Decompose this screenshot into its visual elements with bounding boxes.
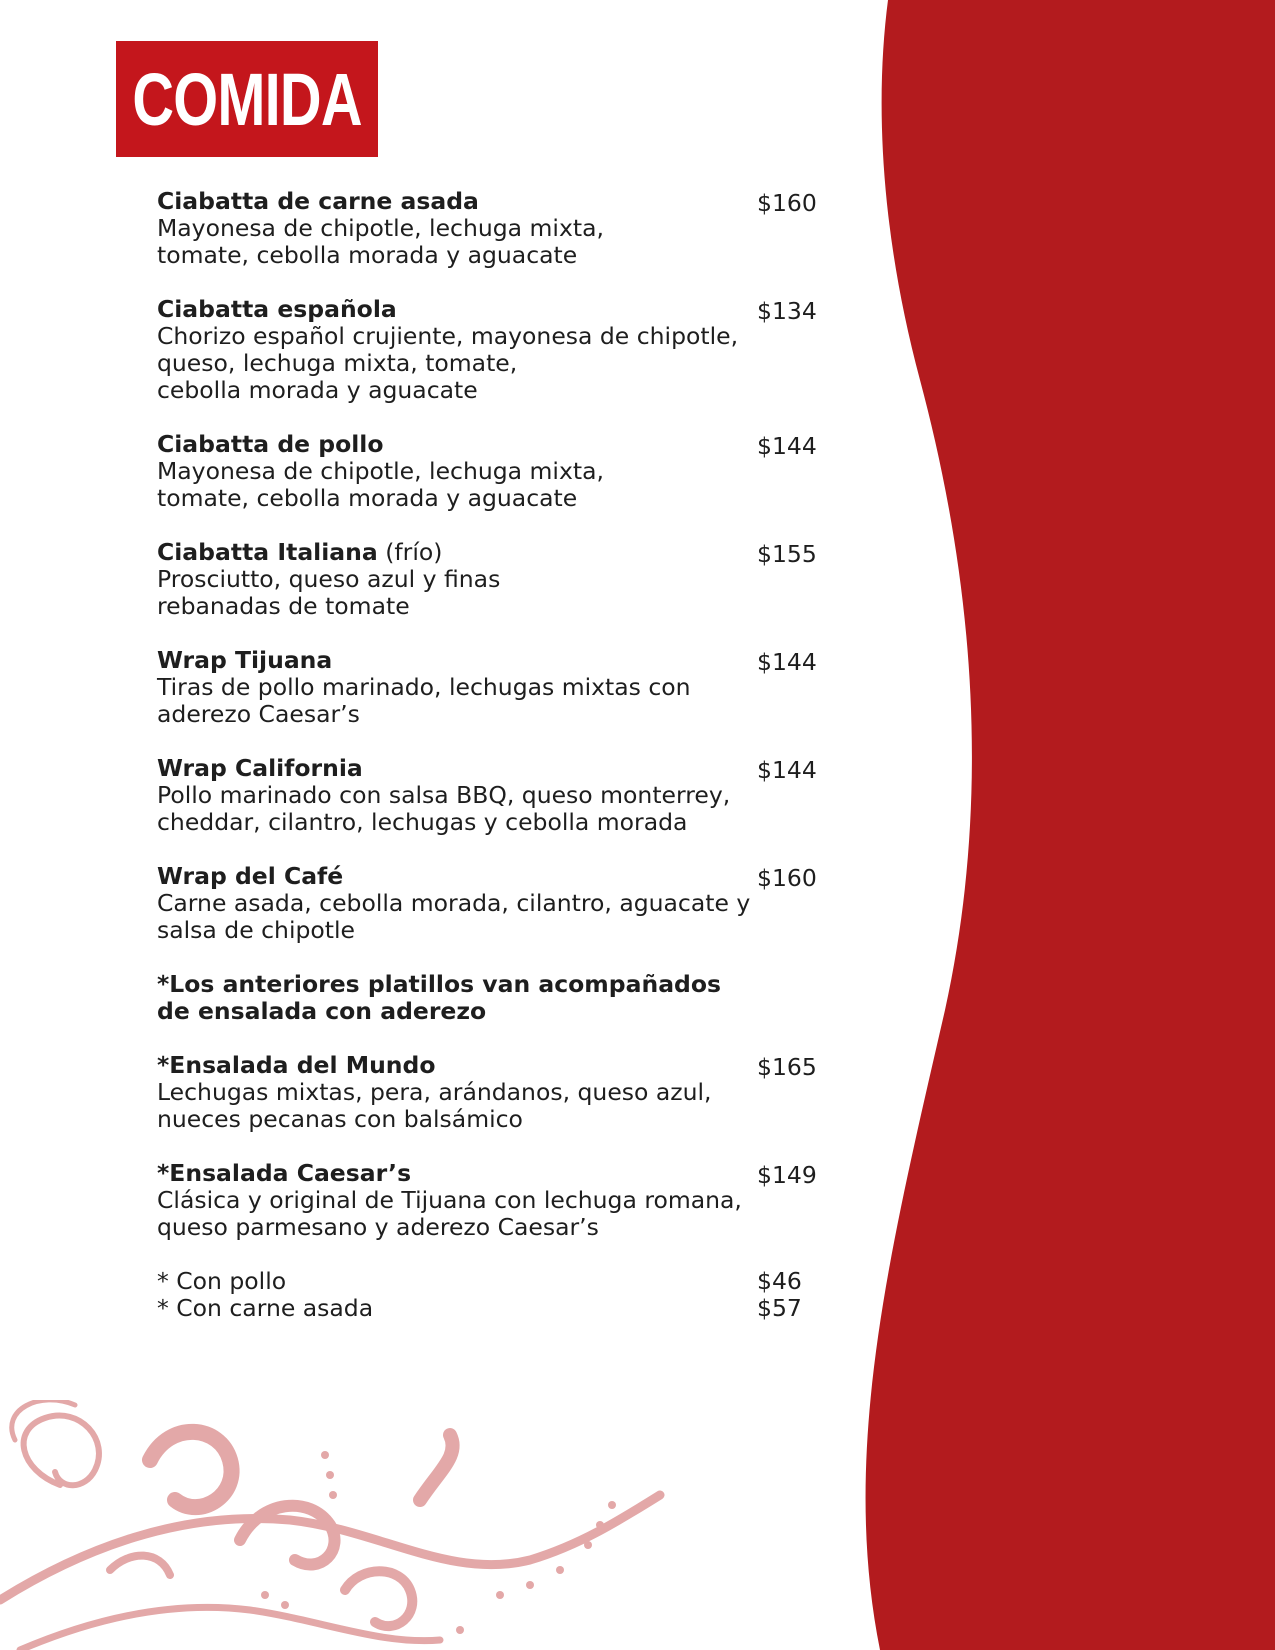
- page-title: COMIDA: [132, 57, 362, 141]
- menu-item-price: $165: [757, 1053, 817, 1081]
- menu-item: [157, 863, 817, 944]
- menu-item-description: Lechugas mixtas, pera, arándanos, queso azul, nueces pecanas con balsámico: [157, 1078, 712, 1133]
- menu-item-price: $144: [757, 756, 817, 784]
- menu-item-description: Chorizo español crujiente, mayonesa de chipotle, queso, lechuga mixta, tomate, cebolla morada y aguacate: [157, 322, 739, 404]
- menu-item-heading: [157, 1052, 817, 1079]
- menu-item-heading: [157, 539, 817, 566]
- extra-option: [157, 1295, 817, 1322]
- menu-item-heading: [157, 647, 817, 674]
- extra-option-price: $57: [757, 1294, 802, 1322]
- menu-item-description: Tiras de pollo marinado, lechugas mixtas con aderezo Caesar’s: [157, 673, 691, 728]
- menu-item: [157, 431, 817, 512]
- menu-item-price: $144: [757, 648, 817, 676]
- menu-item-description: Mayonesa de chipotle, lechuga mixta, tomate, cebolla morada y aguacate: [157, 457, 604, 512]
- menu-item: [157, 539, 817, 620]
- menu-item-note: (frío): [377, 538, 443, 566]
- extra-option-label: * Con carne asada: [157, 1294, 374, 1322]
- menu-item-name: Ciabatta Italiana: [157, 538, 378, 566]
- menu-item: [157, 188, 817, 269]
- menu-item-price: $160: [757, 864, 817, 892]
- menu-list: [157, 188, 817, 1322]
- title-banner: [116, 41, 378, 157]
- side-salad-footnote: *Los anteriores platillos van acompañados de ensalada con aderezo: [157, 970, 721, 1025]
- menu-item-name: *Ensalada Caesar’s: [157, 1159, 412, 1187]
- decorative-swirl-ornament: [0, 1400, 700, 1650]
- menu-item-name: Wrap del Café: [157, 862, 344, 890]
- menu-item-heading: [157, 863, 817, 890]
- extra-option: [157, 1268, 817, 1295]
- menu-item-name: Wrap Tijuana: [157, 646, 333, 674]
- extra-option-price: $46: [757, 1267, 802, 1295]
- menu-item-price: $149: [757, 1161, 817, 1189]
- menu-item-heading: [157, 188, 817, 215]
- salad-extras: [157, 1268, 817, 1322]
- menu-item-description: Mayonesa de chipotle, lechuga mixta, tomate, cebolla morada y aguacate: [157, 214, 604, 269]
- menu-item-name: Ciabatta de pollo: [157, 430, 384, 458]
- menu-item-description: Prosciutto, queso azul y finas rebanadas de tomate: [157, 565, 501, 620]
- menu-item: [157, 755, 817, 836]
- menu-item-name: Ciabatta de carne asada: [157, 187, 479, 215]
- red-wave-shape: [866, 0, 1275, 1650]
- menu-item-heading: [157, 1160, 817, 1187]
- menu-item-heading: [157, 296, 817, 323]
- menu-item-description: Pollo marinado con salsa BBQ, queso monterrey, cheddar, cilantro, lechugas y cebolla morada: [157, 781, 731, 836]
- menu-item-description: Carne asada, cebolla morada, cilantro, aguacate y salsa de chipotle: [157, 889, 751, 944]
- menu-item-price: $160: [757, 189, 817, 217]
- menu-item: [157, 296, 817, 404]
- menu-item-heading: [157, 431, 817, 458]
- sandwich-items: [157, 188, 817, 944]
- menu-item-name: *Ensalada del Mundo: [157, 1051, 436, 1079]
- menu-item-price: $134: [757, 297, 817, 325]
- salad-items: [157, 1052, 817, 1241]
- menu-item-name: Wrap California: [157, 754, 363, 782]
- menu-item-price: $144: [757, 432, 817, 460]
- menu-item: [157, 1160, 817, 1241]
- menu-item: [157, 1052, 817, 1133]
- menu-item-description: Clásica y original de Tijuana con lechuga romana, queso parmesano y aderezo Caesar’s: [157, 1186, 742, 1241]
- menu-item-price: $155: [757, 540, 817, 568]
- menu-item: [157, 647, 817, 728]
- menu-item-heading: [157, 755, 817, 782]
- extra-option-label: * Con pollo: [157, 1267, 287, 1295]
- menu-item-name: Ciabatta española: [157, 295, 397, 323]
